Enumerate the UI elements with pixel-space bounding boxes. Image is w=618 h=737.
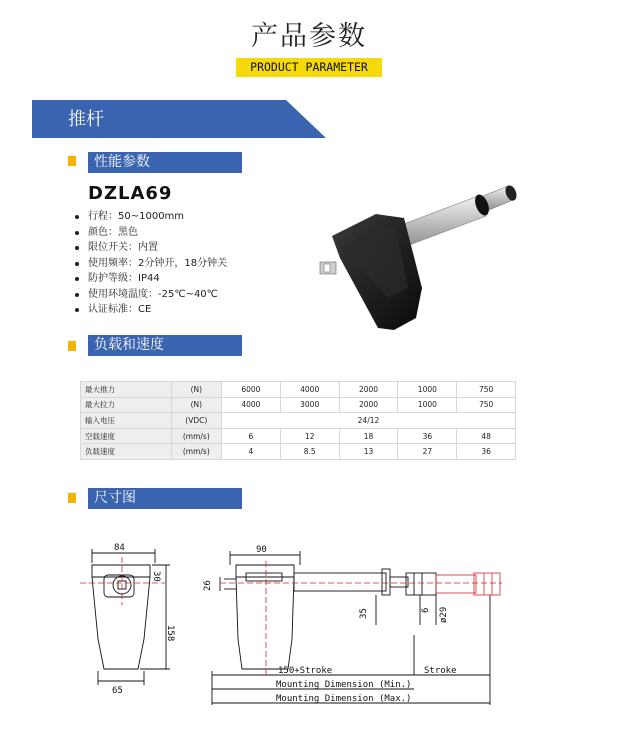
dim-label: ø29 (439, 606, 449, 623)
dim-label: 65 (112, 686, 123, 696)
table-cell: 36 (398, 428, 457, 444)
row-unit: (mm/s) (171, 444, 221, 460)
spec-item: 行程：50~1000mm (72, 209, 227, 225)
dim-label: Stroke (424, 666, 457, 676)
dimension-drawing (70, 535, 510, 715)
row-label: 最大推力 (81, 382, 172, 398)
spec-item: 限位开关：内置 (72, 240, 227, 256)
table-cell: 36 (457, 444, 516, 460)
spec-item: 使用环境温度：-25℃~40℃ (72, 287, 227, 303)
table-cell: 6000 (221, 382, 280, 398)
spec-item: 颜色：黑色 (72, 225, 227, 241)
row-unit: (VDC) (171, 413, 221, 429)
page-title: 产品参数 (251, 21, 367, 52)
table-row (81, 397, 516, 413)
table-cell: 750 (457, 382, 516, 398)
table-cell: 4000 (280, 382, 339, 398)
row-unit: (N) (171, 382, 221, 398)
table-row (81, 444, 516, 460)
table-cell: 3000 (280, 397, 339, 413)
dim-label: 84 (114, 543, 125, 553)
table-cell: 2000 (339, 397, 398, 413)
section-bullet (68, 493, 76, 503)
load-speed-table (80, 381, 516, 460)
table-cell: 1000 (398, 397, 457, 413)
table-row (81, 428, 516, 444)
table-cell: 1000 (398, 382, 457, 398)
section-performance: 性能参数 (88, 152, 242, 173)
section-bullet (68, 341, 76, 351)
table-cell-merged: 24/12 (221, 413, 515, 429)
product-image (318, 178, 528, 338)
section-load-speed: 负载和速度 (88, 335, 242, 356)
row-label: 最大拉力 (81, 397, 172, 413)
dim-label: 6 (421, 607, 431, 613)
table-cell: 4000 (221, 397, 280, 413)
section-dimensions: 尺寸图 (88, 488, 242, 509)
page-subtitle-badge: PRODUCT PARAMETER (236, 58, 382, 77)
row-unit: (mm/s) (171, 428, 221, 444)
table-cell: 750 (457, 397, 516, 413)
spec-list (72, 209, 227, 318)
table-cell: 8.5 (280, 444, 339, 460)
dim-label: 26 (203, 580, 213, 591)
table-cell: 4 (221, 444, 280, 460)
product-model: DZLA69 (88, 183, 173, 204)
dim-label: 90 (256, 545, 267, 555)
table-cell: 18 (339, 428, 398, 444)
table-cell: 12 (280, 428, 339, 444)
table-cell: 6 (221, 428, 280, 444)
spec-item: 使用频率：2分钟开，18分钟关 (72, 256, 227, 272)
dim-label: 30 (151, 571, 161, 582)
section-bullet (68, 156, 76, 166)
row-label: 负载速度 (81, 444, 172, 460)
dim-label: 158 (165, 625, 175, 642)
row-label: 空载速度 (81, 428, 172, 444)
row-unit: (N) (171, 397, 221, 413)
dim-label: Mounting Dimension (Max.) (276, 694, 412, 704)
table-row (81, 382, 516, 398)
table-row (81, 413, 516, 429)
table-cell: 48 (457, 428, 516, 444)
dim-label: 35 (359, 608, 369, 619)
dim-label: Mounting Dimension (Min.) (276, 680, 412, 690)
table-cell: 2000 (339, 382, 398, 398)
table-cell: 27 (398, 444, 457, 460)
table-cell: 13 (339, 444, 398, 460)
spec-item: 防护等级：IP44 (72, 271, 227, 287)
banner-label: 推杆 (68, 109, 104, 130)
dim-label: 150+Stroke (278, 666, 333, 676)
row-label: 输入电压 (81, 413, 172, 429)
spec-item: 认证标准：CE (72, 302, 227, 318)
